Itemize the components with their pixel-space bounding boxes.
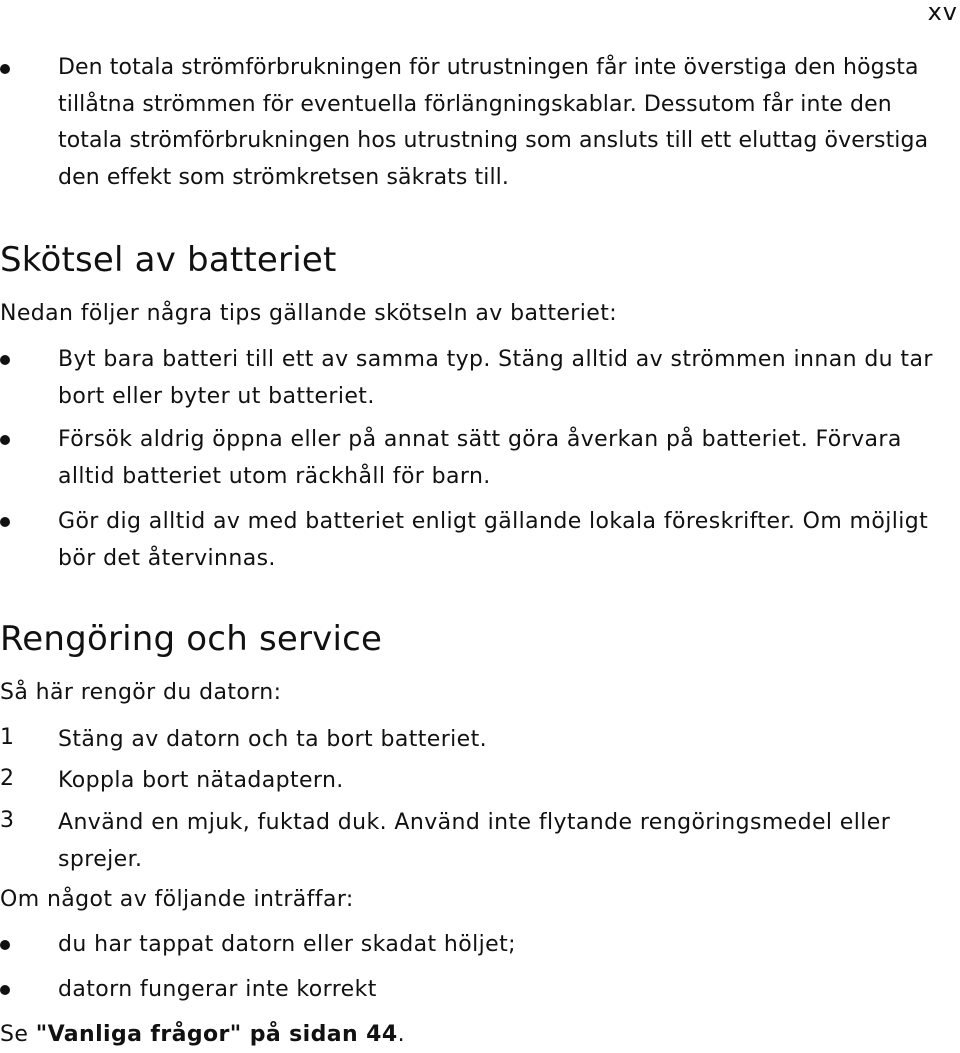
list-item-text: Den totala strömförbrukningen för utrustningen får inte överstiga den högsta tillåtna strömmen för eventuella förlängningskablar. Dessutom får inte den totala strömförbrukningen hos utrustning som ansluts till ett eluttag överstiga den effekt som strömkretsen säkrats till. xyxy=(58,55,929,191)
step-number: 1 xyxy=(0,725,14,750)
see-suffix: . xyxy=(397,1022,405,1047)
bullet-icon xyxy=(0,517,10,527)
list-item-text: Byt bara batteri till ett av samma typ. Stäng alltid av strömmen innan du tar bort eller byter ut batteriet. xyxy=(58,347,933,409)
list-item-text: du har tappat datorn eller skadat höljet; xyxy=(58,932,516,957)
bullet-icon xyxy=(0,435,10,445)
section-heading-cleaning: Rengöring och service xyxy=(0,619,383,659)
faq-reference-link[interactable]: "Vanliga frågor" på sidan 44 xyxy=(35,1022,398,1047)
bullet-icon xyxy=(0,940,10,950)
bullet-icon xyxy=(0,64,10,74)
step-number: 3 xyxy=(0,808,14,833)
see-prefix: Se xyxy=(0,1022,36,1047)
list-item-text: Gör dig alltid av med batteriet enligt gällande lokala föreskrifter. Om möjligt bör det återvinnas. xyxy=(58,509,929,571)
list-item-text: Försök aldrig öppna eller på annat sätt göra åverkan på batteriet. Förvara alltid batteriet utom räckhåll för barn. xyxy=(58,427,902,489)
see-reference xyxy=(0,1016,405,1053)
bullet-icon xyxy=(0,355,10,365)
step-text: Använd en mjuk, fuktad duk. Använd inte flytande rengöringsmedel eller sprejer. xyxy=(58,810,891,872)
list-item-text: datorn fungerar inte korrekt xyxy=(58,977,377,1002)
bullet-icon xyxy=(0,985,10,995)
step-number: 2 xyxy=(0,766,14,791)
page-number: xv xyxy=(927,0,958,26)
conditions-intro: Om något av följande inträffar: xyxy=(0,887,354,912)
step-text: Koppla bort nätadaptern. xyxy=(58,768,344,793)
battery-intro: Nedan följer några tips gällande skötseln av batteriet: xyxy=(0,301,618,326)
step-text: Stäng av datorn och ta bort batteriet. xyxy=(58,727,488,752)
cleaning-intro: Så här rengör du datorn: xyxy=(0,680,282,705)
section-heading-battery: Skötsel av batteriet xyxy=(0,240,337,280)
